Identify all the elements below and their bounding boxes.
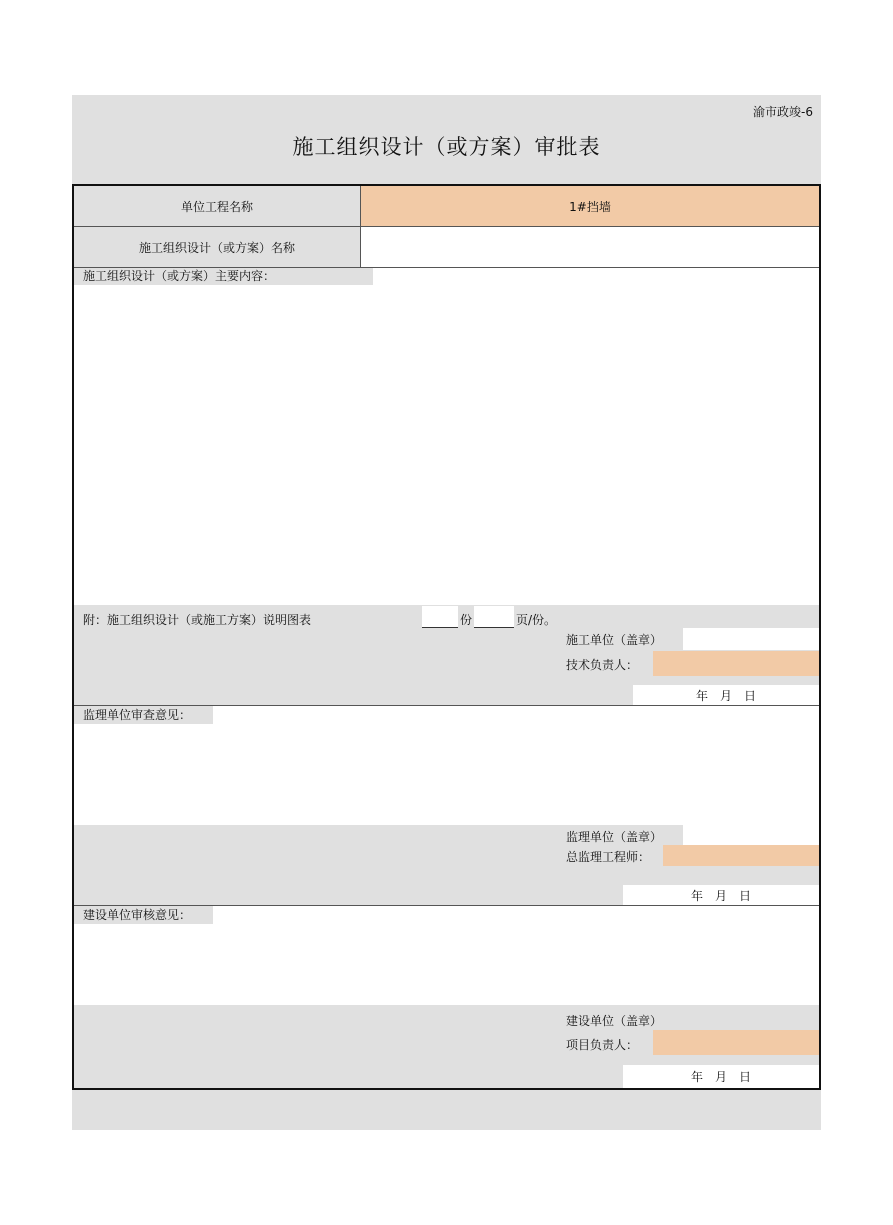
owner-person-field[interactable] [653, 1030, 819, 1055]
supervision-date[interactable]: 年 月 日 [623, 885, 819, 905]
form-code: 渝市政竣-6 [753, 105, 813, 119]
contractor-person-field[interactable] [653, 651, 819, 676]
main-content-label: 施工组织设计（或方案）主要内容： [74, 268, 373, 285]
owner-opinion-label: 建设单位审核意见： [74, 906, 213, 924]
supervision-unit-field[interactable] [683, 825, 819, 845]
attachment-pages-input[interactable] [474, 606, 514, 628]
design-name-field[interactable] [361, 227, 819, 267]
attachment-copies-input[interactable] [422, 606, 458, 628]
contractor-unit-label: 施工单位（盖章） [566, 633, 663, 647]
supervision-person-field[interactable] [663, 845, 819, 866]
attachment-pages-unit: 页/份。 [516, 613, 557, 627]
form-title: 施工组织设计（或方案）审批表 [292, 135, 601, 159]
unit-project-label: 单位工程名称 [180, 199, 253, 214]
main-content-area[interactable] [74, 268, 819, 605]
form-sheet [72, 95, 821, 1130]
owner-date[interactable]: 年 月 日 [623, 1065, 819, 1088]
attachment-copies-unit: 份 [460, 613, 473, 627]
owner-person-label: 项目负责人： [566, 1038, 639, 1052]
unit-project-field[interactable]: 1#挡墙 [361, 186, 819, 226]
attachment-label: 附：施工组织设计（或施工方案）说明图表 [83, 613, 312, 627]
contractor-unit-field[interactable] [683, 628, 819, 650]
design-name-label: 施工组织设计（或方案）名称 [138, 240, 295, 255]
contractor-person-label: 技术负责人： [566, 658, 639, 672]
supervision-opinion-label: 监理单位审查意见： [74, 706, 213, 724]
supervision-person-label: 总监理工程师： [566, 850, 651, 864]
owner-unit-label: 建设单位（盖章） [566, 1014, 663, 1028]
approval-form [72, 184, 821, 1090]
supervision-unit-label: 监理单位（盖章） [566, 830, 663, 844]
contractor-date[interactable]: 年 月 日 [633, 685, 819, 705]
